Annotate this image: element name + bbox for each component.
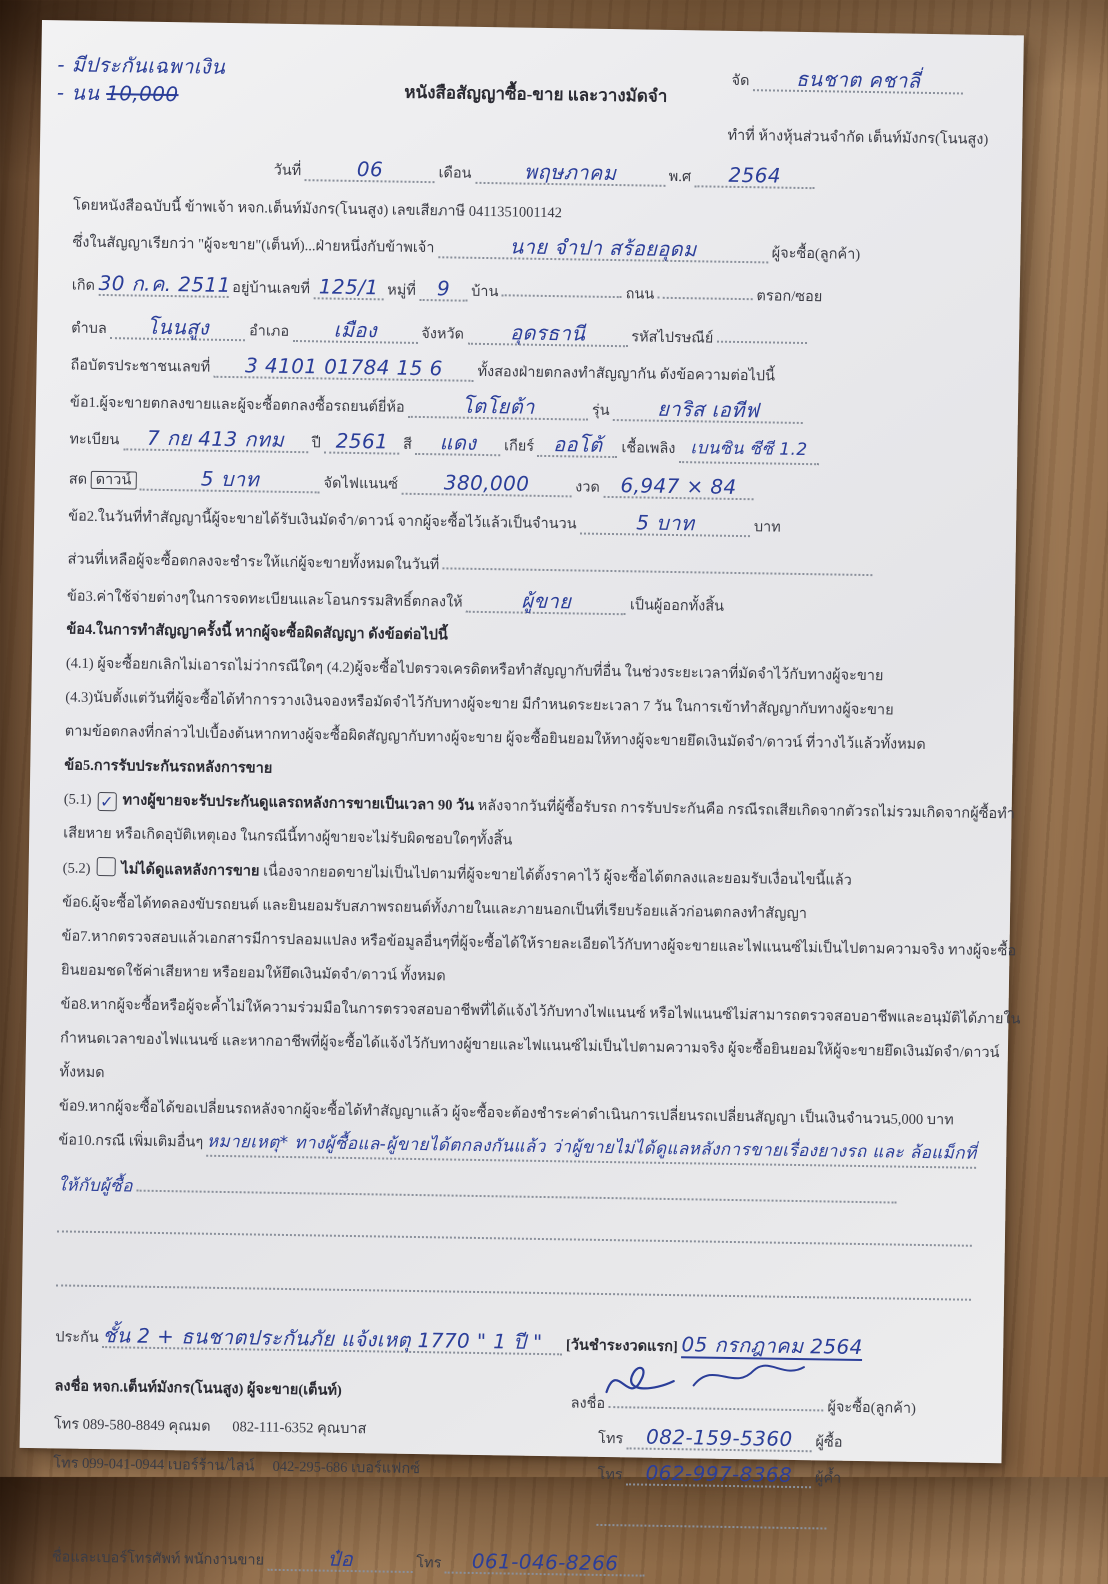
first-due-label: [วันชำระงวดแรก] — [565, 1337, 678, 1356]
id-label: ถือบัตรประชาชนเลขที่ — [70, 357, 211, 376]
finance-value: ธนชาต คชาลี่ — [753, 67, 963, 94]
tambon-value: โนนสูง — [110, 315, 245, 341]
checkbox-5-1-checked — [97, 792, 116, 811]
party-prefix: ซึ่งในสัญญาเรียกว่า "ผู้จะขาย"(เต็นท์)...ฝ่ายหนึ่งกับข้าพเจ้า — [72, 234, 435, 257]
clause8-line2: กำหนดเวลาของไฟแนนซ์ และหากอาชีพที่ผู้จะซื้อได้แจ้งไว้กับทางผู้ขายและไฟแนนซ์ไม่เป็นไปตามความจริง ผู้จะซื้อยินยอมให้ผู้จะขายยึดเงินมัดจำ/ดาวน์ — [59, 1030, 1000, 1062]
cash-label: สด — [68, 471, 88, 488]
amphoe-label: อำเภอ — [248, 323, 290, 341]
registration-line — [69, 426, 991, 468]
tambon-label: ตำบล — [71, 320, 107, 338]
insurance-value: ชั้น 2 + ธนชาตประกันภัย แจ้งเหตุ 1770 " 1 ปี " — [102, 1325, 562, 1356]
clause3-prefix: ข้อ3.ค่าใช้จ่ายต่างๆในการจดทะเบียนและโอนกรรมสิทธิ์ตกลงให้ — [66, 587, 463, 611]
buyer-tel1-role: ผู้ซื้อ — [815, 1434, 843, 1452]
salesperson-label: ชื่อและเบอร์โทรศัพท์ พนักงานขาย — [51, 1549, 265, 1569]
item52-number: (5.2) — [62, 860, 91, 878]
salesperson-tel: 061-046-8266 — [445, 1549, 645, 1576]
born-value: 30 ก.ค. 2511 — [98, 271, 231, 298]
finance-arranger-line — [731, 67, 963, 96]
clause4-item43b: ตามข้อตกลงที่กล่าวไปเบื้องต้นหากทางผู้จะซื้อผิดสัญญากับทางผู้จะขาย ผู้จะซื้อยินยอมให้ทางผู้จะขายยึดเงินมัดจำ/ดาวน์ ที่วางไว้แล้วทั้งหมด — [64, 723, 926, 754]
blank-rule-1 — [57, 1209, 972, 1247]
down-label-boxed: ดาวน์ — [91, 470, 137, 489]
zip-label: รหัสไปรษณีย์ — [631, 329, 714, 347]
check-icon: ✓ — [99, 792, 115, 812]
date-line — [74, 153, 996, 193]
house-label: อยู่บ้านเลขที่ — [232, 280, 311, 298]
clause5-item52 — [62, 857, 984, 895]
buyer-tel1: 082-159-5360 — [627, 1426, 812, 1453]
clause1-prefix: ข้อ1.ผู้จะขายตกลงขายและผู้จะซื้อตกลงซื้อรถยนต์ยี่ห้อ — [69, 394, 405, 416]
clause8-line1: ข้อ8.หากผู้จะซื้อหรือผู้จะค้ำไม่ให้ความร่วมมือในการตรวจสอบอาชีพที่ได้แจ้งไว้กับทางไฟแนนซ์ หรือไฟแนนซ์ไม่สามารถตรวจสอบอาชีพและอนุมัติได้ภายใน — [60, 996, 1021, 1028]
down-value: 5 บาท — [140, 466, 320, 493]
vehicle-model: ยาริส เอทีฟ — [613, 397, 803, 424]
id-card-line — [70, 352, 992, 392]
guarantor-blank — [597, 1502, 827, 1530]
deposit-amount: 5 บาท — [580, 510, 750, 537]
clause10-note1: หมายเหตุ* ทางผู้ซื้อแล-ผู้ขายได้ตกลงกันแล้ว ว่าผู้ขายไม่ได้ดูแลหลังการขายเรื่องยางรถ และ ล้อแม็กที่ — [207, 1133, 977, 1169]
buyer-sign-suffix: ผู้จะซื้อ(ลูกค้า) — [827, 1399, 916, 1417]
installment-label: งวด — [575, 479, 601, 496]
clause3-value: ผู้ขาย — [466, 588, 626, 615]
clause1-vehicle-line — [70, 389, 992, 429]
note-amount — [57, 78, 225, 109]
signature-area — [52, 1375, 976, 1549]
buyer-name: นาย จำปา สร้อยอุดม — [438, 235, 768, 264]
item52-rest: เนื่องจากยอดขายไม่เป็นไปตามที่ผู้จะขายได้ตั้งราคาไว้ ผู้จะซื้อได้ตกลงและยอมรับเงื่อนไขนี้แล้ว — [262, 863, 852, 890]
blank-after-note — [136, 1167, 896, 1203]
model-label: รุ่น — [591, 402, 610, 420]
seller-signature-block — [52, 1375, 571, 1543]
note-amount-struck: 10,000 — [105, 81, 179, 107]
clause4-heading: ข้อ4.ในการทำสัญญาครั้งนี้ หากผู้จะซื้อผิดสัญญา ดังข้อต่อไปนี้ — [66, 621, 448, 644]
finance-amount: 380,000 — [401, 470, 571, 497]
salesperson-line — [52, 1543, 974, 1583]
vehicle-fuel: เบนซิน ซีซี 1.2 — [679, 439, 819, 465]
item52-bold: ไม่ได้ดูแลหลังการขาย — [121, 861, 260, 880]
item51-bold: ทางผู้ขายจะรับประกันดูแลรถหลังการขายเป็นเวลา 90 วัน — [122, 792, 475, 815]
insurance-line — [55, 1324, 977, 1364]
zip-blank — [717, 319, 807, 344]
district-line — [71, 309, 993, 355]
buyer-tel1-label: โทร — [597, 1431, 624, 1448]
clause3-line — [67, 582, 989, 622]
buyer-sign-label: ลงชื่อ — [570, 1395, 606, 1412]
day-value: 06 — [305, 157, 435, 183]
clause9-line: ข้อ9.หากผู้จะซื้อได้ขอเปลี่ยนรถหลังจากผู้จะซื้อได้ทำสัญญาแล้ว ผู้จะซื้อจะต้องชำระค่าดำเนินการเปลี่ยนรถเปลี่ยนสัญญา เป็นเงินจำนวน5,000 บาท — [58, 1098, 954, 1129]
buyer-tel2-label: โทร — [597, 1466, 623, 1484]
house-value: 125/1 — [313, 276, 383, 301]
buyer-tel2: 062-997-8368 — [626, 1461, 811, 1488]
road-blank — [658, 275, 753, 300]
day-label: วันที่ — [273, 162, 302, 179]
buyer-tel-line1 — [570, 1425, 976, 1457]
buyer-signature — [609, 1384, 824, 1411]
born-label: เกิด — [71, 277, 96, 295]
installment-value: 6,947 × 84 — [603, 473, 753, 499]
soi-label: ตรอก/ซอย — [756, 288, 823, 306]
clause10-label: ข้อ10.กรณี เพิ่มเติมอื่นๆ — [58, 1132, 204, 1151]
seller-tel1: โทร 089-580-8849 คุณมด — [53, 1416, 211, 1436]
amphoe-value: เมือง — [293, 318, 418, 344]
clause10-note-cont — [58, 1166, 980, 1212]
note-insurance: - มีประกันเฉพาเงิน — [57, 52, 226, 79]
blank-line-2 — [56, 1262, 978, 1308]
payment-line — [69, 465, 991, 505]
document-title: หนังสือสัญญาซื้อ-ขาย และวางมัดจำ — [404, 82, 668, 106]
seller-tel-line2 — [53, 1452, 570, 1483]
seller-tel2b: 042-295-686 เบอร์แฟกซ์ — [272, 1458, 421, 1477]
road-label: ถนน — [625, 286, 655, 303]
month-label: เดือน — [438, 165, 472, 182]
ban-label: บ้าน — [471, 283, 499, 301]
fuel-label: เชื้อเพลิง — [621, 440, 676, 458]
ban-blank — [502, 272, 622, 298]
party-suffix: ผู้จะซื้อ(ลูกค้า) — [771, 245, 861, 264]
clause2-suffix: บาท — [753, 518, 781, 536]
clause10-note2: ให้กับผู้ซื้อ — [57, 1174, 133, 1197]
buyer-sign-line — [570, 1383, 976, 1421]
reg-label: ทะเบียน — [69, 431, 120, 449]
vehicle-color: แดง — [415, 431, 500, 456]
clause4-item41: (4.1) ผู้จะซื้อยกเลิกไม่เอารถไม่ว่ากรณีใดๆ (4.2)ผู้จะซื้อไปตรวจเครดิตหรือทำสัญญากับที่อื่น ในช่วงระยะเวลาที่มัดจำไว้กับทางผู้จะขาย — [65, 655, 884, 685]
year-label: ปี — [311, 435, 321, 452]
gear-label: เกียร์ — [503, 438, 535, 455]
province-value: อุดรธานี — [468, 321, 628, 348]
finance-amount-label: จัดไฟแนนซ์ — [323, 475, 399, 493]
era-label: พ.ศ — [668, 168, 692, 186]
buyer-tel-line2 — [569, 1460, 975, 1492]
clause2-text2: ส่วนที่เหลือผู้จะซื้อตกลงจะชำระให้แก่ผู้จะขายทั้งหมดในวันที่ — [67, 550, 440, 573]
province-label: จังหวัด — [421, 326, 465, 343]
seller-tel-line1 — [54, 1414, 571, 1445]
moo-label: หมู่ที่ — [387, 282, 417, 300]
clause7-line1: ข้อ7.หากตรวจสอบแล้วเอกสารมีการปลอมแปลง หรือข้อมูลอื่นๆที่ผู้จะซื้อได้ให้รายละเอียดไว้กับทางผู้จะขายและไฟแนนซ์ไม่เป็นไปตามความจริง ทางผู้จะซื้อ — [61, 928, 1017, 960]
moo-value: 9 — [419, 277, 467, 302]
vehicle-year: 2561 — [324, 430, 399, 455]
seller-tel1b: 082-111-6352 คุณบาส — [232, 1419, 367, 1438]
guarantor-blank-line — [569, 1502, 975, 1540]
year-value: 2564 — [695, 163, 815, 189]
clause8-line3: ทั้งหมด — [59, 1064, 105, 1082]
clause2-cont-line — [67, 539, 989, 585]
blank-line-1 — [57, 1209, 979, 1255]
id-suffix: ทั้งสองฝ่ายตกลงทำสัญญากัน ดังข้อความต่อไปนี้ — [477, 364, 776, 385]
clause10-line — [58, 1129, 980, 1168]
item51-number: (5.1) — [63, 791, 92, 809]
finance-label: จัด — [731, 72, 750, 90]
item51-rest: หลังจากวันที่ผู้ซื้อรับรถ การรับประกันคือ กรณีรถเสียเกิดจากตัวรถไม่รวมเกิดจากผู้ซื้อทำ — [477, 798, 1015, 823]
clause3-suffix: เป็นผู้ออกทั้งสิ้น — [629, 596, 725, 615]
birth-address-line — [72, 266, 994, 312]
checkbox-5-2-empty — [96, 857, 115, 876]
blank-rule-2 — [56, 1262, 971, 1300]
salesperson-name: ป๋อ — [268, 1546, 413, 1572]
clause4-item43a: (4.3)นับตั้งแต่วันที่ผู้จะซื้อได้ทำการวางเงินจองหรือมัดจำไว้กับทางผู้จะขาย มีกำหนดระยะเวลา 7 วัน ในการเข้าทำสัญญากับทางผู้จะขาย — [65, 689, 894, 719]
clause5-item51-cont: เสียหาย หรือเกิดอุบัติเหตุเอง ในกรณีนี้ทางผู้ขายจะไม่รับผิดชอบใดๆทั้งสิ้น — [63, 825, 513, 849]
first-due-value: 05 กรกฎาคม 2564 — [681, 1332, 863, 1360]
clause5-item51 — [63, 789, 1015, 826]
clause2-text: ข้อ2.ในวันที่ทำสัญญานี้ผู้จะขายได้รับเงินมัดจำ/ดาวน์ จากผู้จะซื้อไว้แล้วเป็นจำนวน — [68, 508, 577, 533]
insurance-label: ประกัน — [55, 1329, 99, 1347]
seller-sign-line: ลงชื่อ หจก.เต็นท์มังกร(โนนสูง) ผู้จะขาย(เต็นท์) — [54, 1378, 342, 1399]
clause6-line: ข้อ6.ผู้จะซื้อได้ทดลองขับรถยนต์ และยินยอมรับสภาพรถยนต์ทั้งภายในและภายนอกเป็นที่เรียบร้อยแล้วก่อนตกลงทำสัญญา — [62, 894, 808, 923]
clause7-line2: ยินยอมชดใช้ค่าเสียหาย หรือยอมให้ยึดเงินมัดจำ/ดาวน์ ทั้งหมด — [60, 962, 446, 985]
party-line — [72, 229, 994, 269]
buyer-signature-block — [568, 1383, 976, 1549]
intro-line: โดยหนังสือฉบับนี้ ข้าพเจ้า หจก.เต็นท์มังกร(โนนสูง) เลขเสียภาษี 0411351001142 — [72, 197, 563, 222]
clause5-heading: ข้อ5.การรับประกันรถหลังการขาย — [64, 757, 273, 778]
color-label: สี — [402, 436, 412, 453]
clause2-line — [68, 502, 990, 542]
id-value: 3 4101 01784 15 6 — [214, 354, 474, 382]
salesperson-tel-label: โทร — [416, 1554, 442, 1572]
contract-document — [20, 20, 1024, 1575]
made-at-line: ทำที่ ห้างหุ้นส่วนจำกัด เต็นท์มังกร(โนนสูง) — [727, 128, 989, 149]
vehicle-brand: โตโยต้า — [408, 394, 588, 421]
seller-tel2: โทร 099-041-0944 เบอร์ร้าน/ไลน์ — [53, 1455, 255, 1475]
buyer-tel2-role: ผู้ค้ำ — [814, 1470, 842, 1487]
reg-value: 7 กย 413 กทม — [123, 426, 308, 453]
handwritten-top-notes — [57, 50, 226, 109]
vehicle-gear: ออโต้ — [538, 433, 618, 458]
month-value: พฤษภาคม — [475, 160, 665, 187]
pay-date-blank — [443, 545, 873, 576]
note-amount-prefix: - นน — [56, 80, 100, 105]
